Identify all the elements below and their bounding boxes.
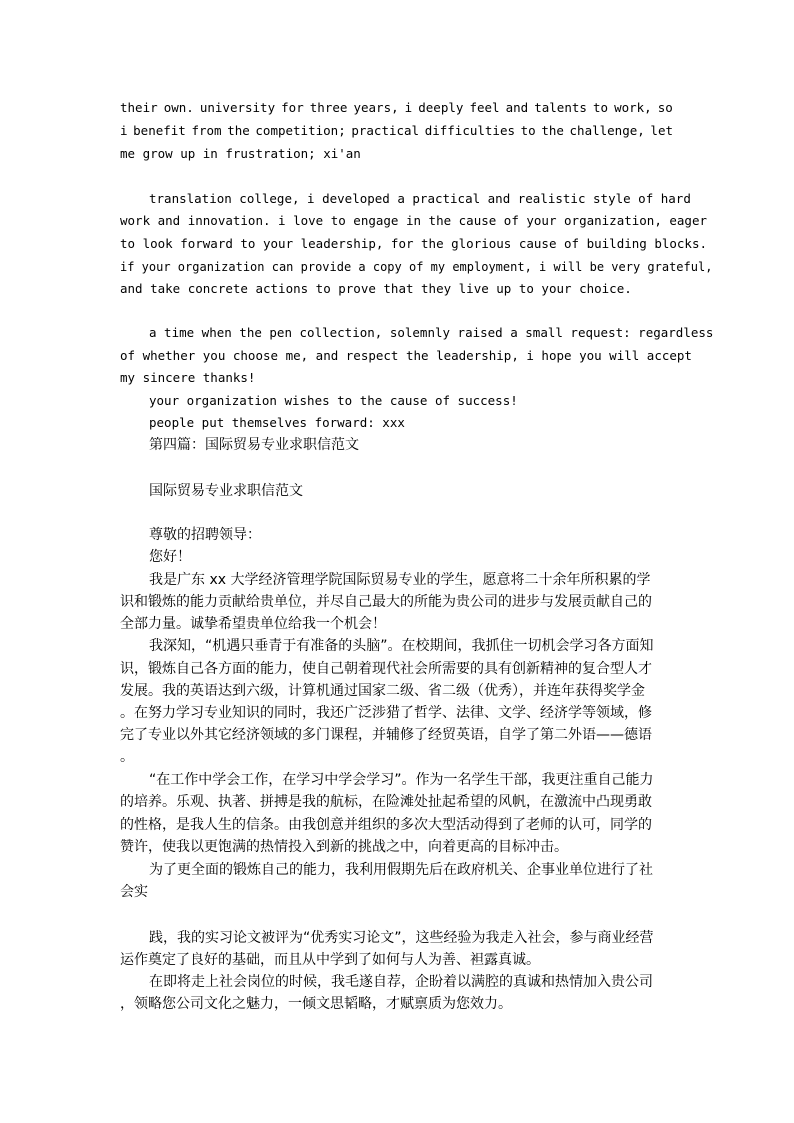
text-line: your organization wishes to the cause of success!: [149, 393, 518, 408]
text-line: 为了更全面的锻炼自己的能力，我利用假期先后在政府机关、企事业单位进行了社: [149, 862, 653, 878]
text-line: 赞许，使我以更饱满的热情投入到新的挑战之中，向着更高的目标冲击。: [120, 839, 568, 855]
text-line: 。在努力学习专业知识的同时，我还广泛涉猎了哲学、法律、文学、经济学等领域，修: [120, 705, 652, 721]
text-line: 我深知，“机遇只垂青于有准备的头脑”。在校期间，我抓住一切机会学习各方面知: [149, 638, 654, 654]
text-line: 完了专业以外其它经济领域的多门课程，并辅修了经贸英语，自学了第二外语——德语: [120, 727, 652, 743]
text-line: work and innovation. i love to engage in the cause of your organization, eager: [120, 213, 707, 228]
text-line: 践，我的实习论文被评为“优秀实习论文”，这些经验为我走入社会，参与商业经营: [149, 930, 654, 946]
text-line: their own. university for three years, i deeply feel and talents to work, so: [120, 100, 673, 115]
text-line: my sincere thanks!: [120, 370, 256, 385]
greeting: 您好！: [149, 549, 191, 565]
text-line: and take concrete actions to prove that they live up to your choice.: [120, 281, 632, 296]
text-line: 识，锻炼自己各方面的能力，使自己朝着现代社会所需要的具有创新精神的复合型人才: [120, 661, 652, 677]
section-heading: 第四篇：国际贸易专业求职信范文: [149, 437, 359, 453]
text-line: 会实: [120, 884, 148, 900]
text-line: “在工作中学会工作，在学习中学会学习”。作为一名学生干部，我更注重自己能力: [149, 772, 654, 788]
text-line: i benefit from the competition; practical difficulties to the challenge, let: [120, 123, 673, 138]
text-line: 在即将走上社会岗位的时候，我毛遂自荐，企盼着以满腔的真诚和热情加入贵公司: [149, 974, 653, 990]
text-line: 的性格，是我人生的信条。由我创意并组织的多次大型活动得到了老师的认可，同学的: [120, 817, 652, 833]
doc-title: 国际贸易专业求职信范文: [149, 483, 303, 499]
text-line: 全部力量。诚挚希望贵单位给我一个机会！: [120, 616, 386, 632]
text-line: 识和锻炼的能力贡献给贵单位，并尽自己最大的所能为贵公司的进步与发展贡献自己的: [120, 594, 652, 610]
text-line: 的培养。乐观、执著、拼搏是我的航标，在险滩处扯起希望的风帆，在激流中凸现勇敢: [120, 794, 652, 810]
text-line: 。: [120, 749, 134, 765]
text-line: me grow up in frustration; xi'an: [120, 146, 361, 161]
text-line: a time when the pen collection, solemnly raised a small request: regardless: [149, 325, 714, 340]
text-line: translation college, i developed a practical and realistic style of hard: [149, 191, 691, 206]
text-line: people put themselves forward: xxx: [149, 415, 405, 430]
text-line: of whether you choose me, and respect the leadership, i hope you will accept: [120, 348, 692, 363]
text-line: 发展。我的英语达到六级，计算机通过国家二级、省二级（优秀），并连年获得奖学金: [120, 683, 645, 699]
text-line: if your organization can provide a copy of my employment, i will be very grateful,: [120, 260, 713, 274]
text-line: 运作奠定了良好的基础，而且从中学到了如何与人为善、袒露真诚。: [120, 952, 540, 968]
text-line: ，领略您公司文化之魅力，一倾文思韬略，才赋禀质为您效力。: [120, 996, 512, 1012]
salutation: 尊敬的招聘领导：: [149, 527, 261, 543]
text-line: 我是广东 xx 大学经济管理学院国际贸易专业的学生，愿意将二十余年所积累的学: [149, 572, 651, 588]
text-line: to look forward to your leadership, for the glorious cause of building blocks.: [120, 236, 707, 251]
